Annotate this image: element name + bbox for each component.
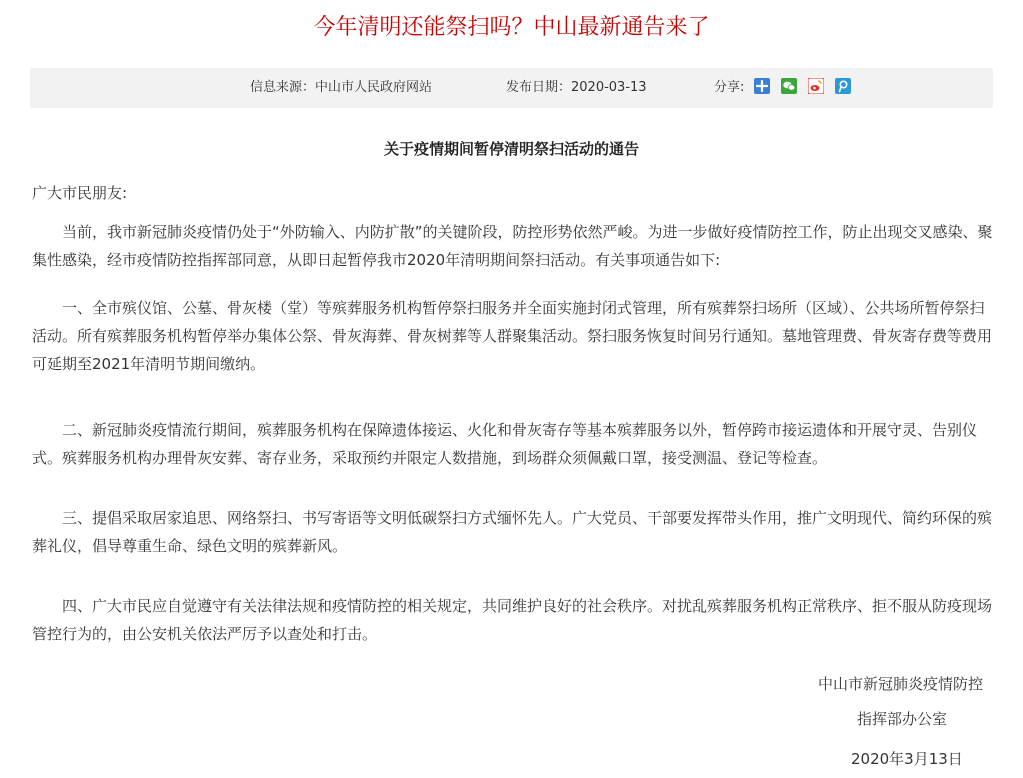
article-title: 今年清明还能祭扫吗？中山最新通告来了 bbox=[313, 15, 710, 40]
paragraph-item-1: 一、全市殡仪馆、公墓、骨灰楼（堂）等殡葬服务机构暂停祭扫服务并全面实施封闭式管理，所有殡葬祭扫场所（区域）、公共场所暂停祭扫活动。所有殡葬服务机构暂停举办集体公祭、骨灰海葬、骨灰树葬等人群聚集活动。祭扫服务恢复时间另行通知。墓地管理费、骨灰寄存费等费用可延期至2021年清明节期间缴纳。 bbox=[32, 299, 993, 373]
publish-date: 发布日期：2020-03-13 bbox=[506, 80, 647, 95]
qzone-share-icon[interactable] bbox=[754, 78, 770, 94]
signature-org-line1: 中山市新冠肺炎疫情防控 bbox=[818, 675, 984, 693]
paragraph-item-2: 二、新冠肺炎疫情流行期间，殡葬服务机构在保障遗体接运、火化和骨灰寄存等基本殡葬服务以外，暂停跨市接运遗体和开展守灵、告别仪式。殡葬服务机构办理骨灰安葬、寄存业务，采取预约并限定人数措施，到场群众须佩戴口罩，接受测温、登记等检查。 bbox=[32, 421, 978, 467]
tencent-weibo-share-icon[interactable] bbox=[835, 78, 851, 94]
notice-title: 关于疫情期间暂停清明祭扫活动的通告 bbox=[383, 140, 639, 158]
salutation: 广大市民朋友: bbox=[32, 184, 128, 202]
article-meta-bar bbox=[30, 68, 993, 108]
signature-org-line2: 指挥部办公室 bbox=[857, 710, 948, 728]
paragraph-item-3: 三、提倡采取居家追思、网络祭扫、书写寄语等文明低碳祭扫方式缅怀先人。广大党员、干部要发挥带头作用，推广文明现代、简约环保的殡葬礼仪，倡导尊重生命、绿色文明的殡葬新风。 bbox=[32, 509, 993, 555]
paragraph-item-4: 四、广大市民应自觉遵守有关法律法规和疫情防控的相关规定，共同维护良好的社会秩序。对扰乱殡葬服务机构正常秩序、拒不服从防疫现场管控行为的，由公安机关依法严厉予以查处和打击。 bbox=[32, 597, 993, 643]
weibo-share-icon[interactable] bbox=[808, 78, 824, 94]
share-icons bbox=[754, 78, 858, 96]
wechat-share-icon[interactable] bbox=[781, 78, 797, 94]
paragraph-intro: 当前，我市新冠肺炎疫情仍处于“外防输入、内防扩散”的关键阶段，防控形势依然严峻。为进一步做好疫情防控工作，防止出现交叉感染、聚集性感染，经市疫情防控指挥部同意，从即日起暂停我市2020年清明期间祭扫活动。有关事项通告如下: bbox=[32, 223, 993, 269]
share-label: 分享: bbox=[714, 80, 745, 95]
info-source: 信息来源：中山市人民政府网站 bbox=[250, 80, 433, 95]
signature-date: 2020年3月13日 bbox=[851, 750, 963, 768]
